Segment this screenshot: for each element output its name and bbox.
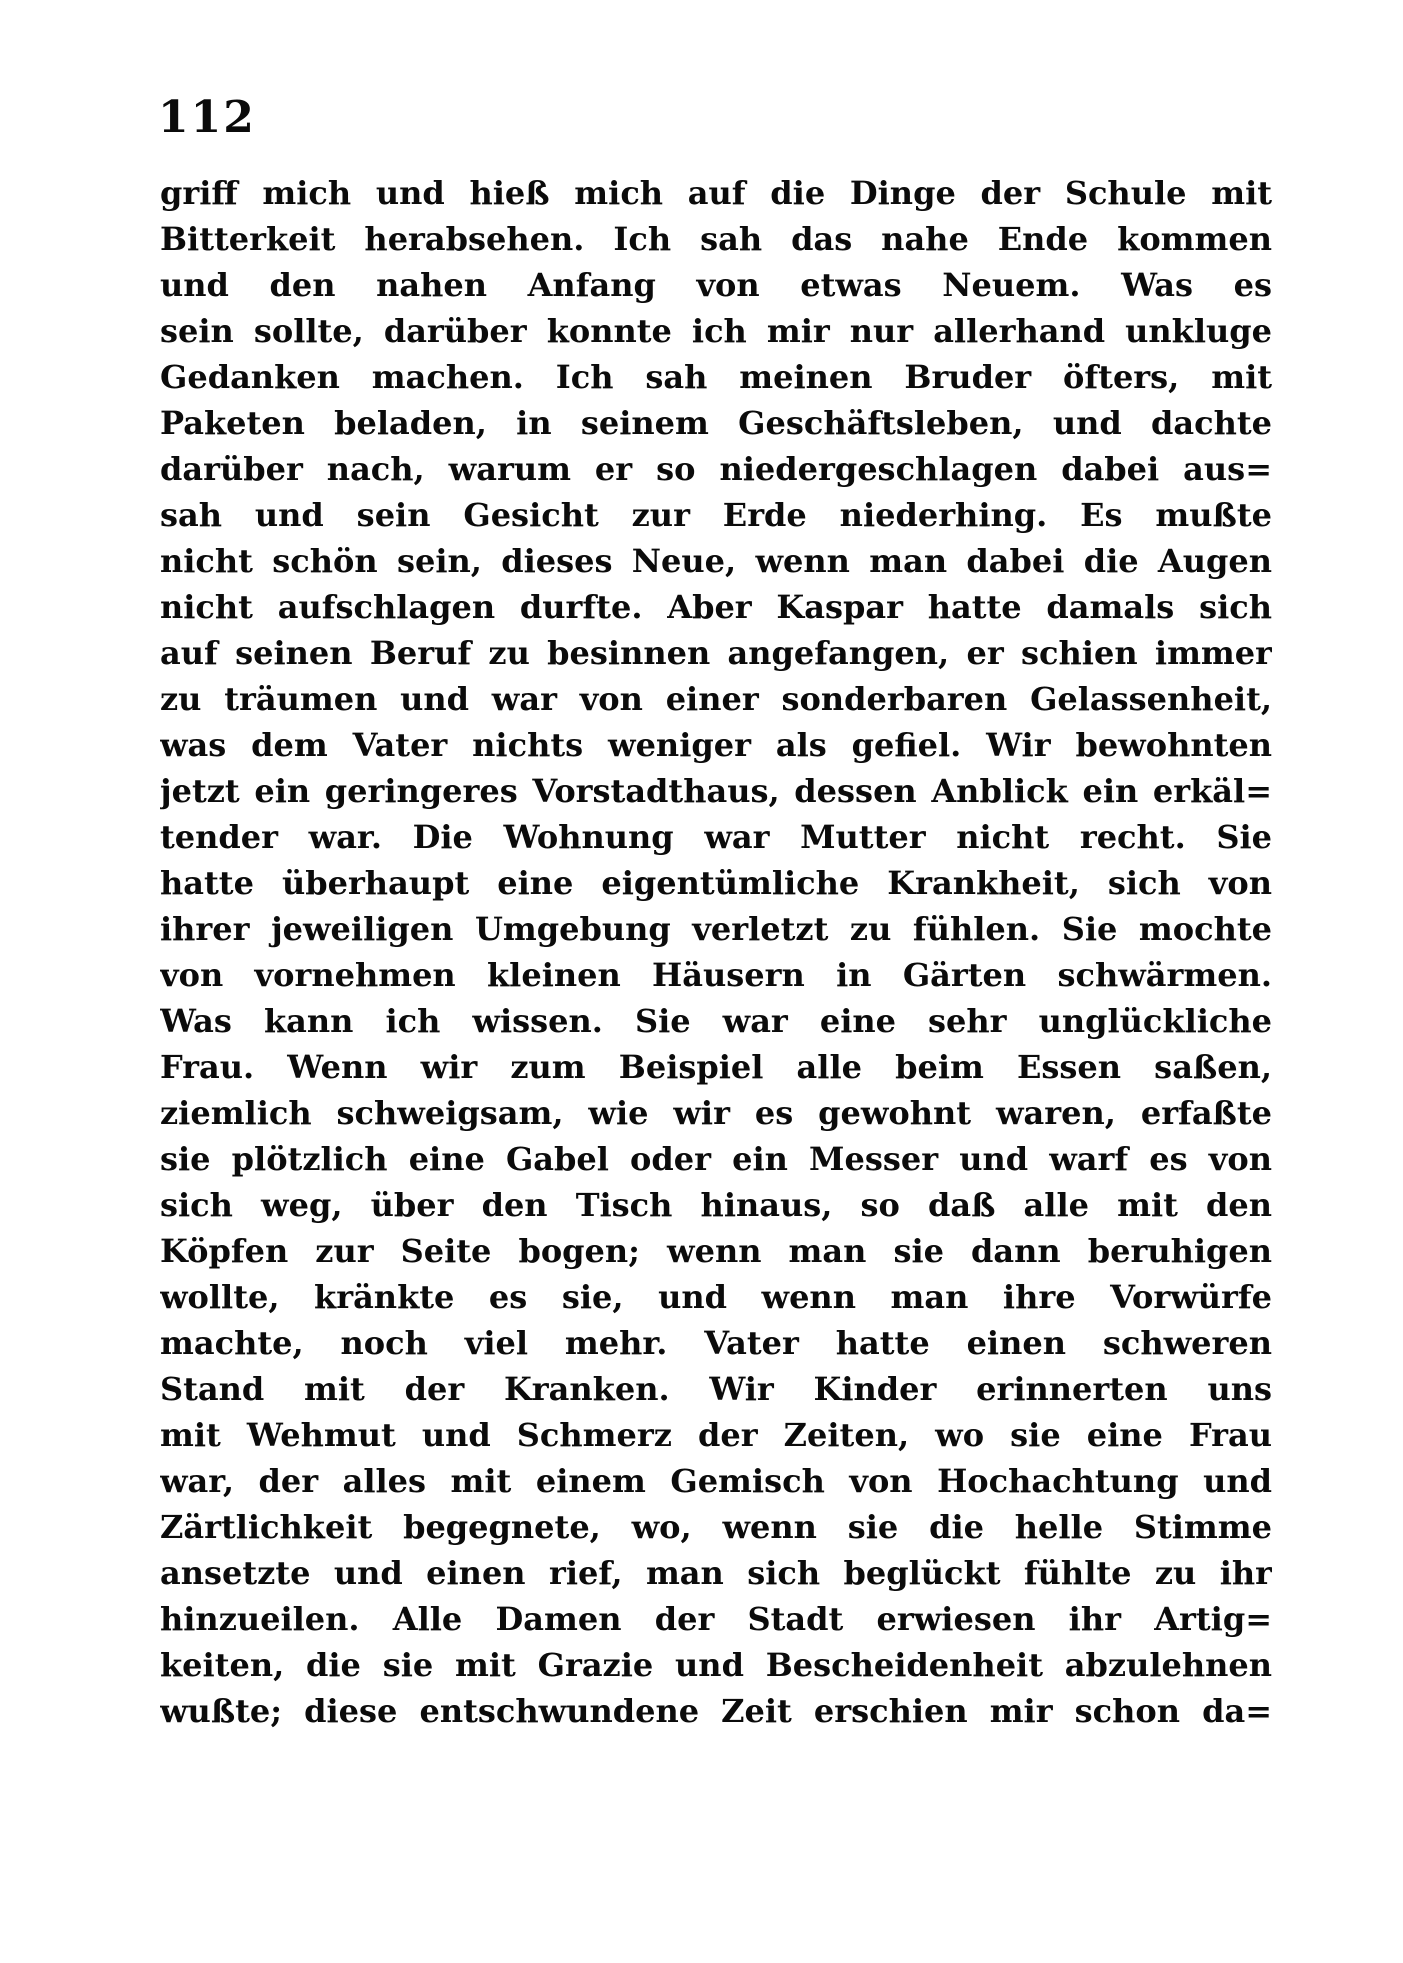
text-line: von vornehmen kleinen Häusern in Gärten schwärmen. [160, 956, 1272, 994]
text-line: ansetzte und einen rief, man sich beglückt fühlte zu ihr [160, 1554, 1272, 1592]
text-line: ihrer jeweiligen Umgebung verletzt zu fühlen. Sie mochte [160, 910, 1272, 948]
text-line: hinzueilen. Alle Damen der Stadt erwiesen ihr Artig= [160, 1600, 1272, 1638]
text-line: sich weg, über den Tisch hinaus, so daß alle mit den [160, 1186, 1272, 1224]
text-line: darüber nach, warum er so niedergeschlagen dabei aus= [160, 450, 1272, 488]
text-line: jetzt ein geringeres Vorstadthaus, dessen Anblick ein erkäl= [160, 772, 1272, 810]
text-line: und den nahen Anfang von etwas Neuem. Was es [160, 266, 1272, 304]
text-line: wollte, kränkte es sie, und wenn man ihre Vorwürfe [160, 1278, 1272, 1316]
text-line: sein sollte, darüber konnte ich mir nur allerhand unkluge [160, 312, 1272, 350]
text-line: sah und sein Gesicht zur Erde niederhing. Es mußte [160, 496, 1272, 534]
text-line: Gedanken machen. Ich sah meinen Bruder öfters, mit [160, 358, 1272, 396]
text-line: Frau. Wenn wir zum Beispiel alle beim Essen saßen, [160, 1048, 1272, 1086]
text-line: ziemlich schweigsam, wie wir es gewohnt waren, erfaßte [160, 1094, 1272, 1132]
text-line: was dem Vater nichts weniger als gefiel. Wir bewohnten [160, 726, 1272, 764]
page-number: 112 [158, 92, 256, 143]
text-line: zu träumen und war von einer sonderbaren Gelassenheit, [160, 680, 1272, 718]
text-line: hatte überhaupt eine eigentümliche Krankheit, sich von [160, 864, 1272, 902]
text-line: nicht aufschlagen durfte. Aber Kaspar hatte damals sich [160, 588, 1272, 626]
text-line: nicht schön sein, dieses Neue, wenn man dabei die Augen [160, 542, 1272, 580]
text-line: Paketen beladen, in seinem Geschäftsleben, und dachte [160, 404, 1272, 442]
text-line: sie plötzlich eine Gabel oder ein Messer und warf es von [160, 1140, 1272, 1178]
body-text-block [160, 170, 1272, 1734]
text-line: mit Wehmut und Schmerz der Zeiten, wo sie eine Frau [160, 1416, 1272, 1454]
text-line: auf seinen Beruf zu besinnen angefangen, er schien immer [160, 634, 1272, 672]
text-line: Stand mit der Kranken. Wir Kinder erinnerten uns [160, 1370, 1272, 1408]
text-line: keiten, die sie mit Grazie und Bescheidenheit abzulehnen [160, 1646, 1272, 1684]
text-line: war, der alles mit einem Gemisch von Hochachtung und [160, 1462, 1272, 1500]
text-line: wußte; diese entschwundene Zeit erschien mir schon da= [160, 1692, 1272, 1730]
text-line: tender war. Die Wohnung war Mutter nicht recht. Sie [160, 818, 1272, 856]
text-line: griff mich und hieß mich auf die Dinge der Schule mit [160, 174, 1272, 212]
text-line: Köpfen zur Seite bogen; wenn man sie dann beruhigen [160, 1232, 1272, 1270]
text-line: Was kann ich wissen. Sie war eine sehr unglückliche [160, 1002, 1272, 1040]
text-line: Zärtlichkeit begegnete, wo, wenn sie die helle Stimme [160, 1508, 1272, 1546]
text-line: machte, noch viel mehr. Vater hatte einen schweren [160, 1324, 1272, 1362]
text-line: Bitterkeit herabsehen. Ich sah das nahe Ende kommen [160, 220, 1272, 258]
